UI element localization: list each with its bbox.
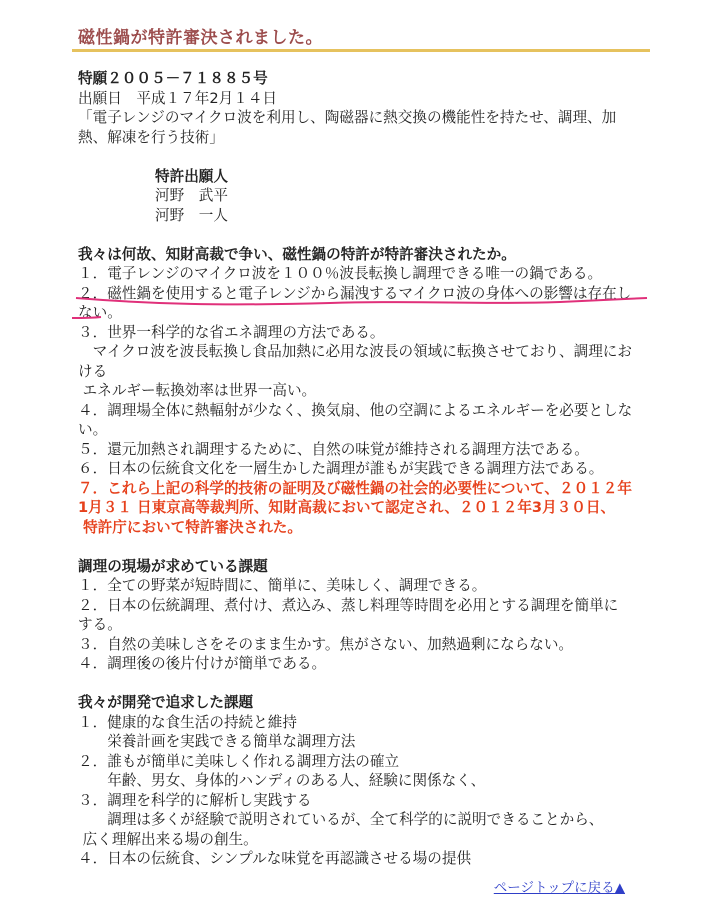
text-line: い。 bbox=[78, 421, 108, 438]
text-line: 河野 一人 bbox=[155, 206, 228, 224]
page-top-row bbox=[0, 876, 625, 896]
text-line: 調理は多くが経験で説明されているが、全て科学的に説明できることから、 bbox=[78, 811, 604, 828]
text-line: 栄養計画を実践できる簡単な調理方法 bbox=[78, 733, 356, 750]
text-line: 広く理解出来る場の創生。 bbox=[78, 830, 258, 848]
page-title: 磁性鍋が特許審決されました。 bbox=[78, 28, 323, 48]
title-divider bbox=[72, 49, 650, 52]
text-line: エネルギー転換効率は世界一高い。 bbox=[78, 382, 317, 399]
text-line: 特許庁において特許審決された。 bbox=[78, 518, 302, 536]
text-line: する。 bbox=[78, 616, 122, 633]
section-heading: 調理の現場が求めている課題 bbox=[78, 557, 268, 575]
text-line: ６．日本の伝統食文化を一層生かした調理が誰もが実践できる調理方法である。 bbox=[78, 460, 604, 477]
text-line: 年齢、男女、身体的ハンディのある人、経験に関係なく、 bbox=[78, 772, 486, 789]
text-line: ２．日本の伝統調理、煮付け、煮込み、蒸し料理等時間を必用とする調理を簡単に bbox=[78, 596, 619, 614]
text-line: ７．これら上記の科学的技術の証明及び磁性鍋の社会的必要性について、２０１２年 bbox=[78, 479, 632, 497]
blank-line bbox=[78, 147, 658, 167]
text-line: 熱、解凍を行う技術」 bbox=[78, 128, 224, 146]
blank-line bbox=[78, 225, 658, 245]
text-line: ２．磁性鍋を使用すると電子レンジから漏洩するマイクロ波の身体への影響は存在し bbox=[78, 284, 632, 302]
article-body bbox=[78, 69, 658, 869]
text-line: ２．誰もが簡単に美味しく作れる調理方法の確立 bbox=[78, 752, 400, 770]
text-line: １．電子レンジのマイクロ波を１００％波長転換し調理できる唯一の鍋である。 bbox=[78, 265, 603, 282]
text-line: 特許出願人 bbox=[155, 167, 228, 185]
text-line: ４．調理場全体に熱輻射が少なく、換気扇、他の空調によるエネルギーを必要としな bbox=[78, 401, 633, 419]
text-line: ３．世界一科学的な省エネ調理の方法である。 bbox=[78, 323, 385, 341]
text-line: ける bbox=[78, 362, 108, 380]
text-line: １．全ての野菜が短時間に、簡単に、美味しく、調理できる。 bbox=[78, 577, 487, 594]
text-line: マイクロ波を波長転換し食品加熱に必用な波長の領域に転換させており、調理にお bbox=[78, 343, 632, 360]
section-heading: 我々が開発で追求した課題 bbox=[78, 694, 254, 711]
text-line: 河野 武平 bbox=[155, 187, 228, 204]
blank-line bbox=[78, 674, 658, 694]
text-line: ３．調理を科学的に解析し実践する bbox=[78, 791, 312, 809]
text-line: ３．自然の美味しさをそのまま生かす。焦がさない、加熱過剰にならない。 bbox=[78, 635, 574, 653]
blank-line bbox=[78, 537, 658, 557]
text-line: ４．調理後の後片付けが簡単である。 bbox=[78, 655, 327, 672]
text-line: ４．日本の伝統食、シンプルな味覚を再認識させる場の提供 bbox=[78, 850, 472, 867]
section-heading: 特願２００５－７１８８５号 bbox=[78, 70, 268, 87]
text-line: 1月３１ 日東京高等裁判所、知財高裁において認定され、２０１２年3月３０日、 bbox=[78, 499, 616, 516]
text-line: 「電子レンジのマイクロ波を利用し、陶磁器に熱交換の機能性を持たせ、調理、加 bbox=[78, 109, 617, 126]
section-heading: 我々は何故、知財高裁で争い、磁性鍋の特許が特許審決されたか。 bbox=[78, 245, 516, 263]
text-line: 出願日 平成１７年2月１４日 bbox=[78, 89, 278, 107]
text-line: １．健康的な食生活の持続と維持 bbox=[78, 713, 297, 731]
text-line: ５．還元加熱され調理するために、自然の味覚が維持される調理方法である。 bbox=[78, 440, 589, 458]
text-line: ない。 bbox=[78, 304, 122, 321]
page-top-link[interactable]: ページトップに戻る▲ bbox=[493, 880, 625, 896]
